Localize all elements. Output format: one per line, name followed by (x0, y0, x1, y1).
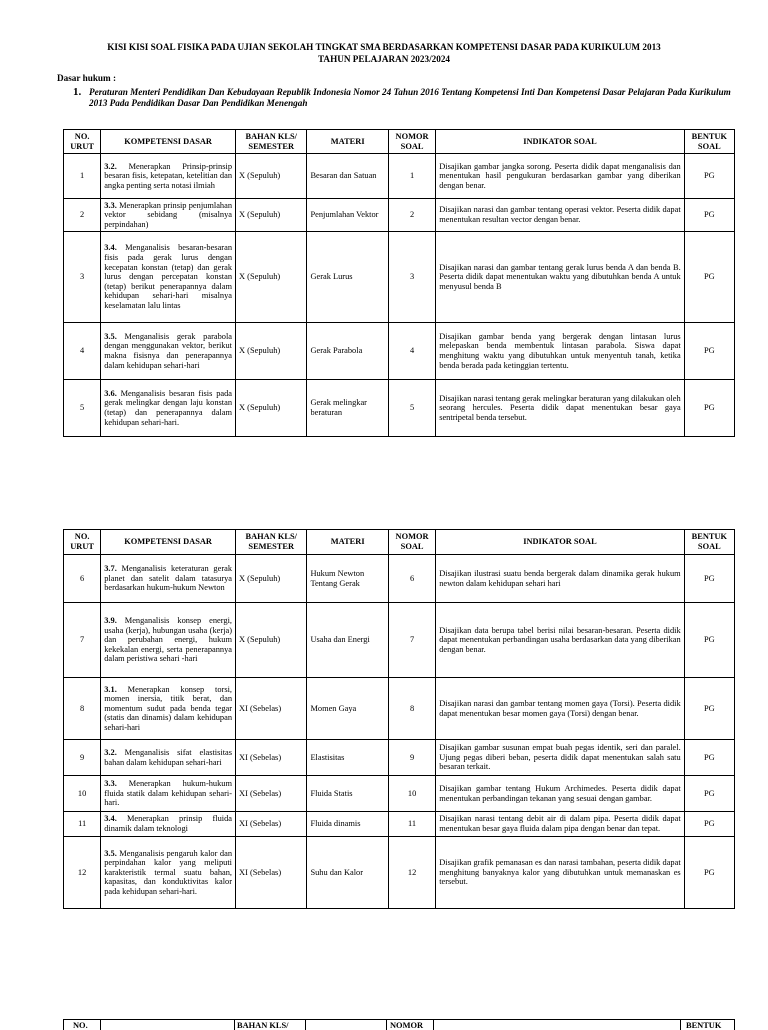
kd-text: Menganalisis besaran fisis pada gerak melingkar dengan laju konstan (tetap) dan penerapannya dalam kehidupan sehari-hari. (104, 388, 233, 427)
bentuk-soal: PG (684, 776, 734, 812)
table-row (64, 154, 735, 199)
kd-text: Menganalisis sifat elastisitas bahan dalam kehidupan sehari-hari (104, 747, 233, 767)
indikator-soal: Disajikan gambar benda yang bergerak dengan lintasan lurus melepaskan benda membentuk lintasan parabola. Siswa dapat menghitung waktu yang dibutuhkan untuk menyentuh tanah, ketika benda berada pada ketinggian tertentu. (436, 323, 684, 380)
kd-text: Menganalisis keteraturan gerak planet dan satelit dalam tatasurya berdasarkan hukum-hukum Newton (104, 564, 233, 593)
legal-item (57, 87, 737, 109)
nomor-soal: 11 (388, 812, 435, 837)
row-number: 7 (64, 603, 101, 678)
kd-text: Menerapkan prinsip penjumlahan vektor sebidang (misalnya perpindahan) (104, 200, 233, 229)
page-title (0, 41, 768, 65)
bahan-kelas: X (Sepuluh) (236, 154, 307, 199)
kd-text: Menerapkan Prinsip-prinsip besaran fisis, ketepatan, ketelitian dan angka penting serta notasi ilmiah (104, 161, 233, 190)
table-row (64, 837, 735, 909)
table-header-row (64, 530, 735, 555)
kd-text: Menganalisis gerak parabola dengan menggunakan vektor, berikut makna fisisnya dan penerapannya dalam kehidupan sehari-hari (104, 331, 233, 370)
kd-text: Menganalisis pengaruh kalor dan perpindahan kalor yang meliputi karakteristik termal suatu bahan, kapasitas, dan konduktivitas kalor pada kehidupan sehari-hari. (104, 848, 233, 896)
legal-item-number: 1. (73, 86, 82, 98)
table-row (64, 555, 735, 603)
header-materi: MATERI (307, 130, 388, 154)
indikator-soal: Disajikan gambar susunan empat buah pegas identik, seri dan paralel. Ujung pegas diberi beban, peserta didik dapat menentukan salah satu besaran terkait. (436, 740, 684, 776)
header-indikator: INDIKATOR SOAL (436, 530, 684, 555)
header-no: NO. URUT (64, 130, 101, 154)
nomor-soal: 10 (388, 776, 435, 812)
bahan-kelas: X (Sepuluh) (236, 232, 307, 323)
table-row (64, 678, 735, 740)
kd-code: 3.7. (104, 564, 117, 574)
kd-code: 3.4. (104, 814, 117, 824)
bahan-kelas: X (Sepuluh) (236, 603, 307, 678)
nomor-soal: 3 (388, 232, 435, 323)
kompetensi-dasar (101, 812, 236, 837)
indikator-soal: Disajikan ilustrasi suatu benda bergerak dalam dinamika gerak hukum newton dalam kehidupan sehari hari (436, 555, 684, 603)
kompetensi-dasar (101, 603, 236, 678)
materi: Gerak melingkar beraturan (307, 380, 388, 437)
kd-code: 3.5. (104, 331, 117, 341)
header-no: NO. URUT (64, 530, 101, 555)
nomor-soal: 5 (388, 380, 435, 437)
row-number: 4 (64, 323, 101, 380)
table-row (64, 323, 735, 380)
bentuk-soal: PG (684, 323, 734, 380)
indikator-soal: Disajikan narasi dan gambar tentang momen gaya (Torsi). Peserta didik dapat menentukan besar momen gaya (Torsi) dengan benar. (436, 678, 684, 740)
indikator-soal: Disajikan gambar jangka sorong. Peserta didik dapat menganalisis dan menentukan hasil pengukuran berdasarkan gambar yang diberikan dengan benar. (436, 154, 684, 199)
kd-code: 3.4. (104, 243, 117, 253)
indikator-soal: Disajikan grafik pemanasan es dan narasi tambahan, peserta didik dapat menghitung banyaknya kalor yang dibutuhkan untuk memanaskan es tersebut. (436, 837, 684, 909)
table-3-header-nomor: NOMOR (390, 1021, 424, 1030)
row-number: 11 (64, 812, 101, 837)
kd-code: 3.2. (104, 747, 117, 757)
bentuk-soal: PG (684, 837, 734, 909)
header-nomor: NOMOR SOAL (388, 130, 435, 154)
header-kompetensi: KOMPETENSI DASAR (101, 530, 236, 555)
indikator-soal: Disajikan narasi dan gambar tentang operasi vektor. Peserta didik dapat menentukan resultan vector dengan benar. (436, 199, 684, 232)
row-number: 2 (64, 199, 101, 232)
bentuk-soal: PG (684, 154, 734, 199)
table-row (64, 232, 735, 323)
bahan-kelas: X (Sepuluh) (236, 199, 307, 232)
indikator-soal: Disajikan narasi dan gambar tentang gerak lurus benda A dan benda B. Peserta didik dapat menentukan waktu yang dibutuhkan benda A untuk menyusul benda B (436, 232, 684, 323)
indikator-soal: Disajikan gambar tentang Hukum Archimedes. Peserta didik dapat menentukan perbandingan tekanan yang sesuai dengan gambar. (436, 776, 684, 812)
kd-code: 3.6. (104, 388, 117, 398)
kd-code: 3.2. (104, 161, 117, 171)
table-3-header-bentuk: BENTUK (686, 1021, 722, 1030)
nomor-soal: 2 (388, 199, 435, 232)
kompetensi-dasar (101, 323, 236, 380)
table-row (64, 380, 735, 437)
nomor-soal: 12 (388, 837, 435, 909)
bentuk-soal: PG (684, 232, 734, 323)
header-materi: MATERI (307, 530, 388, 555)
materi: Penjumlahan Vektor (307, 199, 388, 232)
nomor-soal: 4 (388, 323, 435, 380)
materi: Hukum Newton Tentang Gerak (307, 555, 388, 603)
bahan-kelas: XI (Sebelas) (236, 837, 307, 909)
row-number: 12 (64, 837, 101, 909)
kd-code: 3.9. (104, 616, 117, 626)
table-row (64, 199, 735, 232)
bahan-kelas: XI (Sebelas) (236, 678, 307, 740)
kompetensi-dasar (101, 555, 236, 603)
kd-text: Menganalisis besaran-besaran fisis pada gerak lurus dengan kecepatan konstan (tetap) dan gerak lurus dengan percepatan konstan (tetap) berikut penerapannya dalam kehidupan sehari-hari misalnya keselamatan lalu lintas (104, 243, 233, 310)
kd-code: 3.1. (104, 684, 117, 694)
materi: Momen Gaya (307, 678, 388, 740)
title-line-1: KISI KISI SOAL FISIKA PADA UJIAN SEKOLAH TINGKAT SMA BERDASARKAN KOMPETENSI DASAR PADA KURIKULUM 2013 (107, 42, 661, 52)
bentuk-soal: PG (684, 380, 734, 437)
kisi-table-2 (63, 529, 735, 909)
nomor-soal: 9 (388, 740, 435, 776)
legal-item-text: Peraturan Menteri Pendidikan Dan Kebudayaan Republik Indonesia Nomor 24 Tahun 2016 Tentang Kompetensi Inti Dan Kompetensi Dasar Pelajaran Pada Kurikulum 2013 Pada Pendidikan Dasar Dan Pendidikan Menengah (89, 87, 731, 108)
row-number: 9 (64, 740, 101, 776)
legal-basis (57, 73, 737, 109)
bentuk-soal: PG (684, 740, 734, 776)
header-bahan: BAHAN KLS/ SEMESTER (236, 130, 307, 154)
kompetensi-dasar (101, 776, 236, 812)
bentuk-soal: PG (684, 812, 734, 837)
kompetensi-dasar (101, 740, 236, 776)
kompetensi-dasar (101, 380, 236, 437)
header-kompetensi: KOMPETENSI DASAR (101, 130, 236, 154)
kompetensi-dasar (101, 678, 236, 740)
row-number: 3 (64, 232, 101, 323)
indikator-soal: Disajikan data berupa tabel berisi nilai besaran-besaran. Peserta didik dapat menentukan perbandingan usaha berdasarkan data yang diberikan dengan benar. (436, 603, 684, 678)
kd-text: Menerapkan hukum-hukum fluida statik dalam kehidupan sehari-hari. (104, 779, 233, 808)
row-number: 5 (64, 380, 101, 437)
bentuk-soal: PG (684, 199, 734, 232)
kd-code: 3.3. (104, 200, 117, 210)
bahan-kelas: X (Sepuluh) (236, 555, 307, 603)
bahan-kelas: X (Sepuluh) (236, 380, 307, 437)
materi: Fluida Statis (307, 776, 388, 812)
title-line-2: TAHUN PELAJARAN 2023/2024 (317, 54, 451, 64)
table-row (64, 776, 735, 812)
legal-heading: Dasar hukum : (57, 73, 117, 83)
kd-code: 3.5. (104, 848, 117, 858)
table-row (64, 812, 735, 837)
table-row (64, 603, 735, 678)
nomor-soal: 6 (388, 555, 435, 603)
materi: Elastisitas (307, 740, 388, 776)
indikator-soal: Disajikan narasi tentang gerak melingkar beraturan yang dilakukan oleh seorang hercules. Peserta didik dapat menentukan besar gaya sentripetal benda tersebut. (436, 380, 684, 437)
table-header-row (64, 130, 735, 154)
table-row (64, 740, 735, 776)
bahan-kelas: XI (Sebelas) (236, 812, 307, 837)
table-3-header-bahan: BAHAN KLS/ (237, 1021, 289, 1030)
bahan-kelas: X (Sepuluh) (236, 323, 307, 380)
materi: Fluida dinamis (307, 812, 388, 837)
bahan-kelas: XI (Sebelas) (236, 740, 307, 776)
bentuk-soal: PG (684, 603, 734, 678)
materi: Usaha dan Energi (307, 603, 388, 678)
header-indikator: INDIKATOR SOAL (436, 130, 684, 154)
nomor-soal: 7 (388, 603, 435, 678)
header-bahan: BAHAN KLS/ SEMESTER (236, 530, 307, 555)
materi: Suhu dan Kalor (307, 837, 388, 909)
row-number: 8 (64, 678, 101, 740)
nomor-soal: 8 (388, 678, 435, 740)
kompetensi-dasar (101, 837, 236, 909)
kd-text: Menganalisis konsep energi, usaha (kerja), hubungan usaha (kerja) dan perubahan energi, hukum kekekalan energi, serta penerapannya dalam peristiwa sehari -hari (104, 616, 233, 664)
bentuk-soal: PG (684, 678, 734, 740)
kompetensi-dasar (101, 232, 236, 323)
bahan-kelas: XI (Sebelas) (236, 776, 307, 812)
header-bentuk: BENTUK SOAL (684, 130, 734, 154)
row-number: 1 (64, 154, 101, 199)
materi: Besaran dan Satuan (307, 154, 388, 199)
kd-code: 3.3. (104, 779, 117, 789)
header-bentuk: BENTUK SOAL (684, 530, 734, 555)
kd-text: Menerapkan konsep torsi, momen inersia, titik berat, dan momentum sudut pada benda tegar (statis dan dinamis) dalam kehidupan sehari-hari (104, 684, 233, 732)
nomor-soal: 1 (388, 154, 435, 199)
table-3-partial (63, 1019, 735, 1030)
kisi-table-1 (63, 129, 735, 437)
bentuk-soal: PG (684, 555, 734, 603)
kd-text: Menerapkan prinsip fluida dinamik dalam teknologi (104, 814, 233, 833)
table-3-header-no: NO. (73, 1021, 88, 1030)
header-nomor: NOMOR SOAL (388, 530, 435, 555)
kompetensi-dasar (101, 199, 236, 232)
materi: Gerak Lurus (307, 232, 388, 323)
materi: Gerak Parabola (307, 323, 388, 380)
row-number: 10 (64, 776, 101, 812)
row-number: 6 (64, 555, 101, 603)
indikator-soal: Disajikan narasi tentang debit air di dalam pipa. Peserta didik dapat menentukan besar gaya fluida dalam pipa dengan benar dan tepat. (436, 812, 684, 837)
kompetensi-dasar (101, 154, 236, 199)
